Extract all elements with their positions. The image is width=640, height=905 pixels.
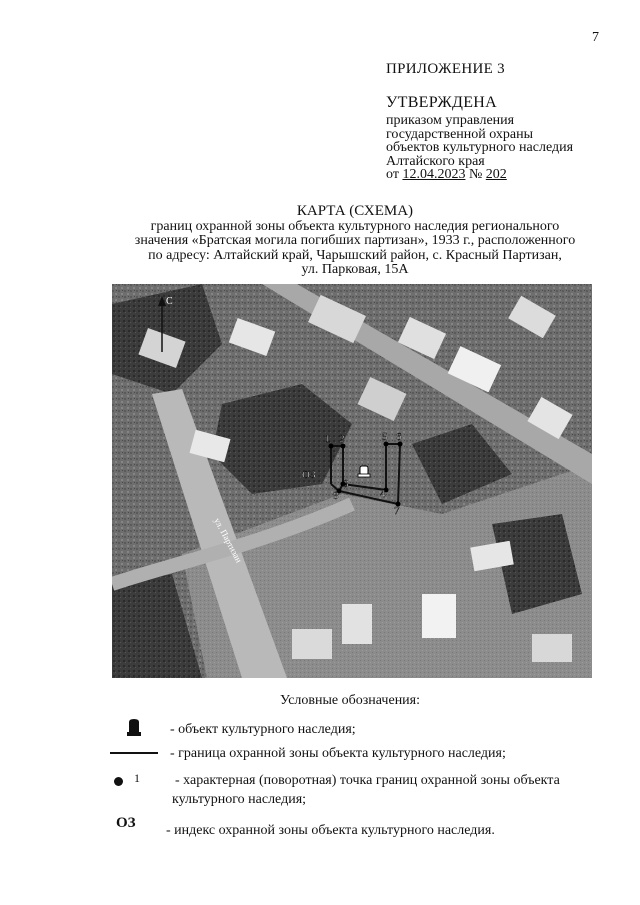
approval-line: Алтайского края — [386, 153, 485, 169]
approval-date-line — [386, 168, 626, 182]
legend-text: - граница охранной зоны объекта культурного наследия; — [170, 746, 506, 761]
legend-text: - индекс охранной зоны объекта культурного наследия. — [166, 823, 495, 838]
approval-line: приказом управления — [386, 113, 515, 128]
approval-number: 202 — [485, 167, 507, 183]
heading-line: значения «Братская могила погибших партизан», 1933 г., расположенного — [134, 233, 576, 248]
point-label: 5 — [382, 431, 388, 443]
building — [422, 594, 456, 638]
zone-index-symbol: ОЗ — [116, 815, 136, 831]
point-label: 4 — [380, 488, 386, 500]
approval-date: 12.04.2023 — [402, 167, 466, 183]
north-label: С — [166, 296, 173, 307]
legend-text: - объект культурного наследия; — [170, 722, 356, 737]
approval-line: объектов культурного наследия — [386, 140, 574, 156]
monument-icon — [124, 718, 144, 738]
date-prefix: от — [386, 167, 399, 183]
monument-icon — [358, 466, 370, 477]
aerial-map — [112, 284, 592, 678]
map-heading — [110, 204, 600, 278]
zone-index-label: ОЗ — [302, 469, 316, 481]
map-title: КАРТА (СХЕМА) — [296, 203, 414, 219]
legend-item-boundary — [110, 746, 630, 768]
approval-block — [386, 114, 626, 182]
page-number: 7 — [592, 30, 599, 45]
legend-text: культурного наследия; — [172, 792, 307, 807]
point-label: 8 — [333, 490, 339, 502]
building — [342, 604, 372, 644]
legend-text: - характерная (поворотная) точка границ охранной зоны объекта — [175, 773, 560, 788]
point-label: 3 — [343, 478, 349, 490]
approval-title: УТВЕРЖДЕНА — [386, 94, 498, 111]
heading-line: по адресу: Алтайский край, Чарышский район, с. Красный Партизан, — [148, 247, 562, 263]
point-label: 1 — [325, 433, 331, 445]
legend-item-zone-index — [110, 815, 630, 843]
heading-line: границ охранной зоны объекта культурного наследия регионального — [150, 218, 560, 234]
building — [532, 634, 572, 662]
legend-item-monument — [110, 722, 630, 746]
building — [292, 629, 332, 659]
legend-title: Условные обозначения: — [279, 693, 421, 708]
point-label: 6 — [396, 431, 402, 443]
boundary-line-symbol — [110, 752, 158, 754]
heading-line: ул. Парковая, 15А — [301, 262, 409, 277]
point-marker-icon — [114, 777, 123, 786]
number-prefix: № — [468, 167, 483, 183]
point-label: 2 — [339, 433, 345, 445]
approval-line: государственной охраны — [386, 126, 534, 142]
street-label: ул. Партизан — [212, 516, 245, 565]
appendix-label: ПРИЛОЖЕНИЕ 3 — [386, 61, 505, 77]
legend-item-point — [110, 773, 630, 813]
point-marker-label: 1 — [134, 771, 140, 785]
point-label: 7 — [394, 505, 400, 517]
